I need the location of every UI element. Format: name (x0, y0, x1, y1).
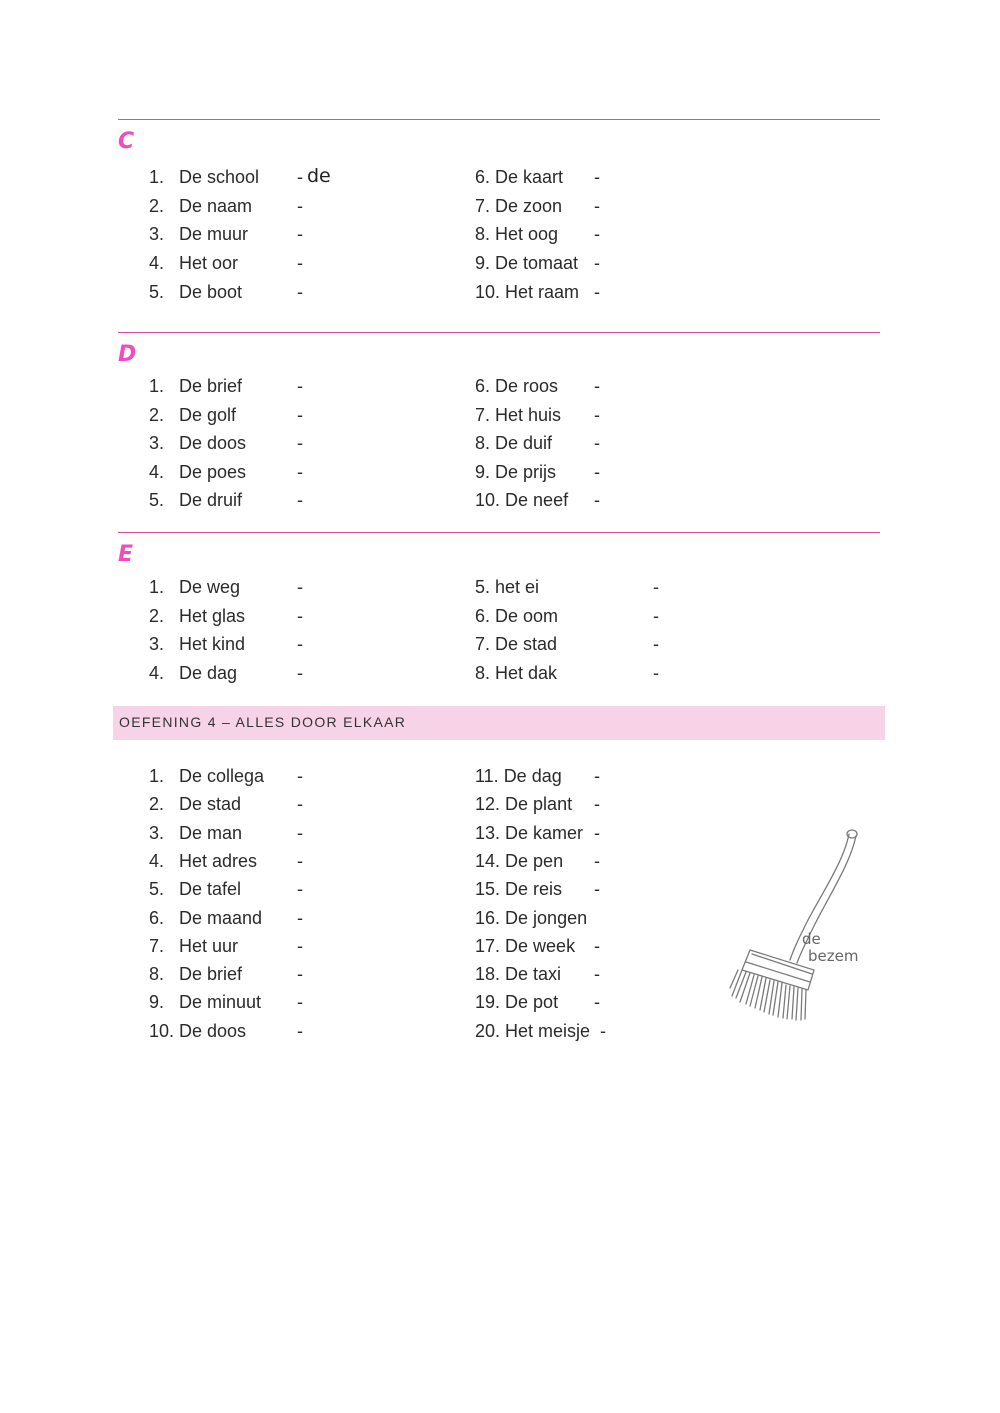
item-number: 8. (475, 662, 491, 683)
item-number: 8. (475, 433, 491, 453)
item-answer-blank[interactable]: - (594, 253, 600, 274)
item-word: De kamer (505, 822, 584, 843)
item-answer-blank[interactable]: - (297, 907, 303, 928)
item-answer-blank[interactable]: - (594, 490, 600, 510)
item-answer-blank[interactable]: - (297, 461, 303, 482)
list-item (475, 604, 795, 628)
item-word: De doos (179, 1020, 247, 1041)
item-answer-blank[interactable]: - (594, 404, 600, 425)
list-item (149, 632, 469, 656)
item-number: 5. (149, 879, 165, 900)
item-word: De plant (505, 794, 573, 815)
item-answer-blank[interactable]: - (594, 224, 600, 245)
item-number: 7. (149, 935, 165, 956)
list-item (149, 575, 469, 599)
item-answer-blank[interactable]: - (297, 935, 303, 956)
item-word: De poes (179, 461, 247, 482)
section-c-letter: C (118, 129, 135, 154)
list-item (475, 374, 795, 398)
item-number: 8. (149, 964, 165, 985)
section-e-divider (118, 532, 880, 533)
item-number: 4. (149, 850, 165, 871)
list-item (475, 764, 795, 788)
item-answer-blank[interactable]: - (297, 490, 303, 510)
item-number: 19. (475, 992, 501, 1013)
item-answer-blank[interactable]: - (594, 376, 600, 396)
item-number: 20. (475, 1020, 501, 1041)
list-item (475, 431, 795, 455)
item-answer-blank[interactable]: - (297, 850, 303, 871)
list-item (149, 488, 469, 512)
item-word: het ei (495, 577, 540, 597)
list-item (149, 280, 469, 304)
item-word: De tafel (179, 879, 242, 900)
item-number: 10. (475, 281, 501, 302)
item-number: 9. (149, 992, 165, 1013)
item-answer-blank[interactable]: - (297, 167, 303, 187)
item-number: 2. (149, 195, 165, 216)
item-word: De maand (179, 907, 263, 928)
item-answer-blank[interactable]: - (297, 605, 303, 626)
item-word: De dag (179, 662, 238, 683)
list-item (475, 251, 795, 275)
item-number: 12. (475, 794, 501, 815)
item-word: De stad (179, 794, 242, 815)
item-number: 5. (149, 490, 165, 510)
item-answer-blank[interactable]: - (594, 992, 600, 1013)
item-word: De roos (495, 376, 559, 396)
item-word: De pen (505, 850, 564, 871)
list-item (149, 1019, 469, 1043)
item-answer-blank[interactable]: - (594, 766, 600, 786)
item-word: Het meisje (505, 1020, 591, 1041)
list-item (149, 906, 469, 930)
item-word: Het uur (179, 935, 239, 956)
item-number: 6. (475, 376, 491, 396)
section-d-divider (118, 332, 880, 333)
item-word: De brief (179, 376, 243, 396)
item-word: De minuut (179, 992, 262, 1013)
item-number: 3. (149, 822, 165, 843)
item-word: De duif (495, 433, 553, 453)
item-number: 13. (475, 822, 501, 843)
item-word: De brief (179, 964, 243, 985)
list-item (475, 460, 795, 484)
item-answer-blank[interactable]: - (297, 766, 303, 786)
item-word: De weg (179, 577, 241, 597)
item-number: 18. (475, 964, 501, 985)
item-answer-blank[interactable]: - (297, 376, 303, 396)
item-answer-blank[interactable]: - (594, 935, 600, 956)
section-e-letter: E (118, 542, 134, 567)
item-answer-blank[interactable]: - (297, 195, 303, 216)
list-item (149, 431, 469, 455)
item-word: De dag (503, 766, 562, 786)
item-number: 14. (475, 850, 501, 871)
exercise-4-header (113, 706, 885, 740)
item-number: 2. (149, 794, 165, 815)
item-number: 4. (149, 662, 165, 683)
item-word: De oom (495, 605, 559, 626)
item-word: De reis (505, 879, 563, 900)
item-word: De taxi (505, 964, 562, 985)
list-item (475, 194, 795, 218)
item-answer-blank[interactable]: - (653, 634, 659, 654)
item-word: De pot (505, 992, 559, 1013)
exercise-4-title: OEFENING 4 – ALLES DOOR ELKAAR (119, 714, 407, 730)
item-answer-blank[interactable]: - (594, 879, 600, 900)
list-item (475, 575, 795, 599)
item-answer-blank[interactable]: - (297, 662, 303, 683)
item-answer-blank[interactable]: - (297, 879, 303, 900)
list-item (475, 661, 795, 685)
item-word: De naam (179, 195, 253, 216)
item-answer-blank[interactable]: - (594, 461, 600, 482)
item-word: De druif (179, 490, 243, 510)
item-word: Het oog (495, 224, 559, 245)
broom-illustration (722, 820, 872, 1030)
item-number: 7. (475, 634, 491, 654)
item-number: 2. (149, 404, 165, 425)
item-number: 3. (149, 634, 165, 654)
item-number: 5. (149, 281, 165, 302)
item-number: 3. (149, 224, 165, 245)
item-answer-blank[interactable]: - (297, 992, 303, 1013)
item-answer-blank[interactable]: - (297, 404, 303, 425)
item-answer-blank[interactable]: - (594, 281, 600, 302)
item-number: 9. (475, 461, 491, 482)
item-answer-blank[interactable]: - (594, 822, 600, 843)
list-item (475, 165, 795, 189)
list-item (149, 990, 469, 1014)
list-item (149, 962, 469, 986)
item-word: De kaart (495, 167, 564, 187)
item-number: 11. (475, 766, 499, 786)
item-word: De boot (179, 281, 243, 302)
item-answer-blank[interactable]: - (653, 662, 659, 683)
item-word: De zoon (495, 195, 563, 216)
broom-caption-line2: bezem (808, 947, 859, 965)
list-item (149, 849, 469, 873)
item-number: 4. (149, 253, 165, 274)
item-answer-blank[interactable]: - (297, 281, 303, 302)
item-word: De tomaat (495, 253, 579, 274)
list-item (475, 792, 795, 816)
item-answer-blank[interactable]: - (653, 577, 659, 597)
item-number: 5. (475, 577, 491, 597)
item-number: 8. (475, 224, 491, 245)
item-number: 7. (475, 195, 491, 216)
item-number: 6. (475, 605, 491, 626)
item-word: Het oor (179, 253, 239, 274)
list-item (475, 632, 795, 656)
item-answer-blank[interactable]: - (600, 1020, 606, 1041)
item-number: 1. (149, 766, 165, 786)
list-item (149, 374, 469, 398)
item-number: 16. (475, 907, 501, 928)
item-number: 4. (149, 461, 165, 482)
list-item (475, 403, 795, 427)
item-word: Het glas (179, 605, 246, 626)
broom-caption-line1: de (802, 930, 821, 948)
item-word: De muur (179, 224, 249, 245)
item-number: 7. (475, 404, 491, 425)
list-item (149, 661, 469, 685)
item-word: De man (179, 822, 243, 843)
item-answer-blank[interactable]: - (297, 433, 303, 453)
item-answer-blank[interactable]: - (297, 253, 303, 274)
item-word: De collega (179, 766, 265, 786)
list-item (475, 488, 795, 512)
item-answer-blank[interactable]: - (594, 167, 600, 187)
list-item (149, 403, 469, 427)
item-answer-blank[interactable]: - (594, 964, 600, 985)
item-number: 3. (149, 433, 165, 453)
list-item (149, 194, 469, 218)
list-item (475, 222, 795, 246)
item-number: 1. (149, 577, 165, 597)
list-item (149, 251, 469, 275)
list-item (149, 821, 469, 845)
list-item (149, 222, 469, 246)
item-number: 2. (149, 605, 165, 626)
list-item (149, 934, 469, 958)
item-number: 10. (475, 490, 501, 510)
item-word: Het adres (179, 850, 258, 871)
item-number: 10. (149, 1020, 175, 1041)
item-answer-blank[interactable]: - (297, 822, 303, 843)
item-number: 15. (475, 879, 501, 900)
item-word: De week (505, 935, 576, 956)
item-word: Het raam (505, 281, 580, 302)
item-number: 1. (149, 167, 165, 187)
item-number: 6. (475, 167, 491, 187)
item-answer-blank[interactable]: - (297, 634, 303, 654)
item-word: Het kind (179, 634, 246, 654)
item-answer-blank[interactable]: - (297, 577, 303, 597)
item-answer: de (307, 165, 331, 187)
list-item (149, 792, 469, 816)
list-item (149, 877, 469, 901)
list-item (149, 165, 469, 189)
item-word: De prijs (495, 461, 557, 482)
item-answer-blank[interactable]: - (594, 794, 600, 815)
item-word: Het dak (495, 662, 558, 683)
item-word: De jongen (505, 907, 588, 928)
item-word: Het huis (495, 404, 562, 425)
item-word: De doos (179, 433, 247, 453)
list-item (149, 604, 469, 628)
item-answer-blank[interactable]: - (594, 433, 600, 453)
item-answer-blank[interactable]: - (653, 605, 659, 626)
section-c-divider (118, 119, 880, 120)
item-number: 1. (149, 376, 165, 396)
item-answer-blank[interactable]: - (594, 850, 600, 871)
list-item (475, 280, 795, 304)
item-answer-blank[interactable]: - (297, 1020, 303, 1041)
item-number: 17. (475, 935, 501, 956)
item-word: De neef (505, 490, 569, 510)
item-number: 9. (475, 253, 491, 274)
section-d-letter: D (118, 342, 137, 367)
item-word: De golf (179, 404, 237, 425)
item-answer-blank[interactable]: - (297, 224, 303, 245)
list-item (149, 460, 469, 484)
item-word: De stad (495, 634, 558, 654)
item-word: De school (179, 167, 260, 187)
item-answer-blank[interactable]: - (297, 794, 303, 815)
list-item (149, 764, 469, 788)
item-number: 6. (149, 907, 165, 928)
item-answer-blank[interactable]: - (594, 195, 600, 216)
item-answer-blank[interactable]: - (297, 964, 303, 985)
